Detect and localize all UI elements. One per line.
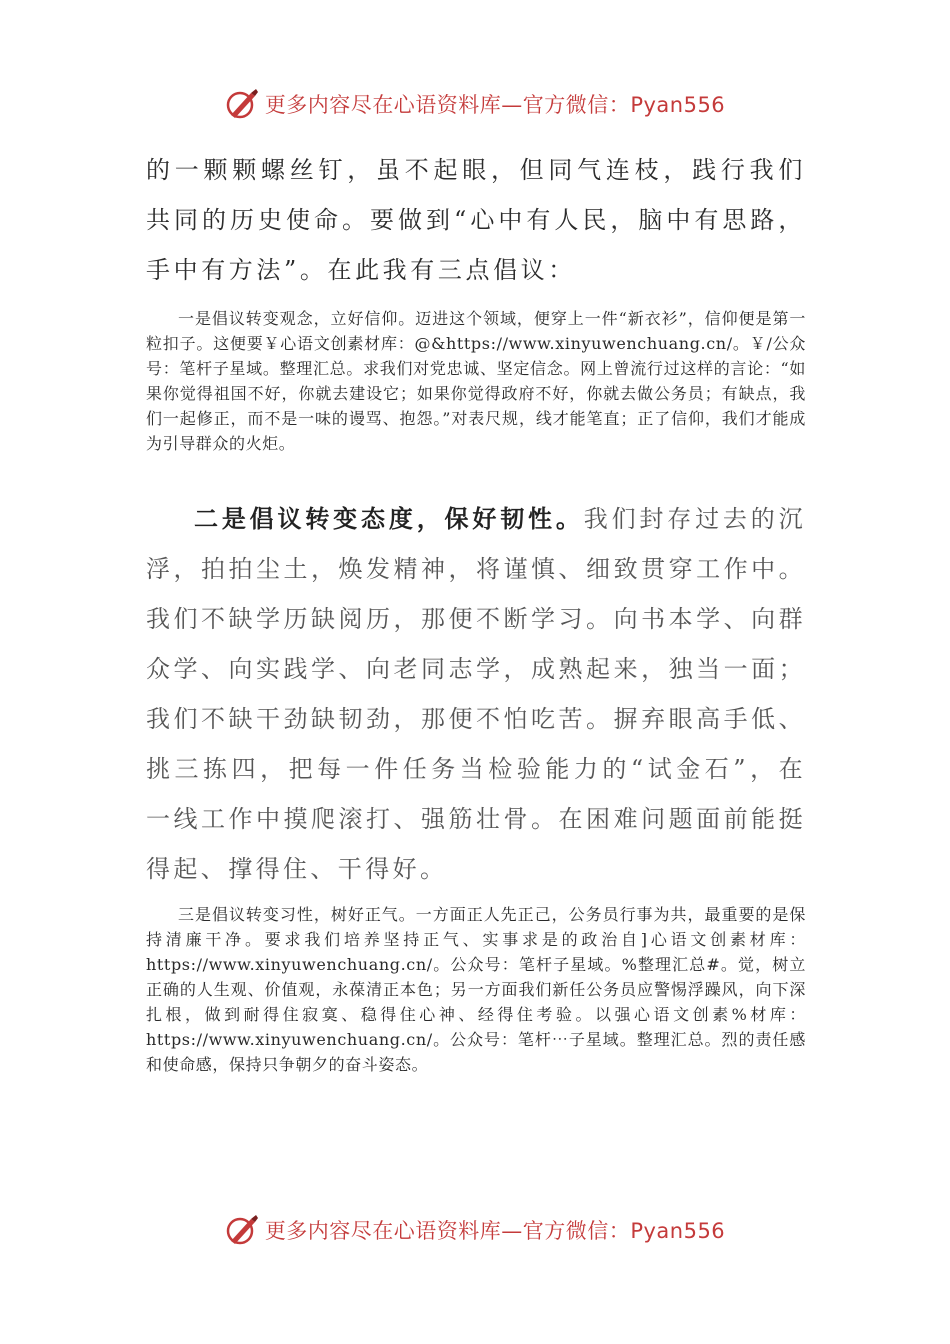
paragraph-proposal-one	[146, 306, 806, 456]
banner-text: 更多内容尽在心语资料库—官方微信：Pyan556	[264, 93, 726, 117]
proposal-two-heading: 二是倡议转变态度，保好韧性。	[194, 504, 584, 533]
paragraph-text: 三是倡议转变习性，树好正气。一方面正人先正己，公务员行事为共，最重要的是保持清廉干净。要求我们培养坚持正气、实事求是的政治自]心语文创素材库：https://www.xinyuwenchuang.cn/。公众号：笔杆子星域。%整理汇总#。觉，树立正确的人生观、价值观，永葆清正本色；另一方面我们新任公务员应警惕浮躁风，向下深扎根，做到耐得住寂寞、稳得住心神、经得住考验。以强心语文创素%材库：https://www.xinyuwenchuang.cn/。公众号：笔杆⋯子星域。整理汇总。烈的责任感和使命感，保持只争朝夕的奋斗姿态。	[146, 905, 806, 1074]
wechat-handle: Pyan556	[630, 93, 726, 117]
paragraph-proposal-three	[146, 902, 806, 1077]
pen-logo-icon	[225, 1213, 259, 1247]
pen-logo-icon	[225, 87, 259, 121]
wechat-handle: Pyan556	[630, 1219, 726, 1243]
footer-banner	[0, 1210, 950, 1250]
paragraph-text: 的一颗颗螺丝钉，虽不起眼，但同气连枝，践行我们共同的历史使命。要做到“心中有人民，脑中有思路，手中有方法”。在此我有三点倡议：	[146, 156, 806, 284]
header-banner	[0, 84, 950, 124]
banner-text: 更多内容尽在心语资料库—官方微信：Pyan556	[264, 1219, 726, 1243]
paragraph-text: 一是倡议转变观念，立好信仰。迈进这个领域，便穿上一件“新衣衫”，信仰便是第一粒扣子。这便要￥心语文创素材库：@&https://www.xinyuwenchuang.cn/。￥/公众号：笔杆子星域。整理汇总。求我们对党忠诚、坚定信念。网上曾流行过这样的言论：“如果你觉得祖国不好，你就去建设它；如果你觉得政府不好，你就去做公务员；有缺点，我们一起修正，而不是一味的谩骂、抱怨。”对表尺规，线才能笔直；正了信仰，我们才能成为引导群众的火炬。	[146, 309, 806, 453]
paragraph-proposal-two	[146, 494, 806, 894]
paragraph-intro-end	[146, 145, 806, 295]
proposal-two-body: 我们封存过去的沉浮，拍拍尘土，焕发精神，将谨慎、细致贯穿工作中。我们不缺学历缺阅历，那便不断学习。向书本学、向群众学、向实践学、向老同志学，成熟起来，独当一面；我们不缺干劲缺韧劲，那便不怕吃苦。摒弃眼高手低、挑三拣四，把每一件任务当检验能力的“试金石”，在一线工作中摸爬滚打、强筋壮骨。在困难问题面前能挺得起、撑得住、干得好。	[146, 505, 806, 883]
